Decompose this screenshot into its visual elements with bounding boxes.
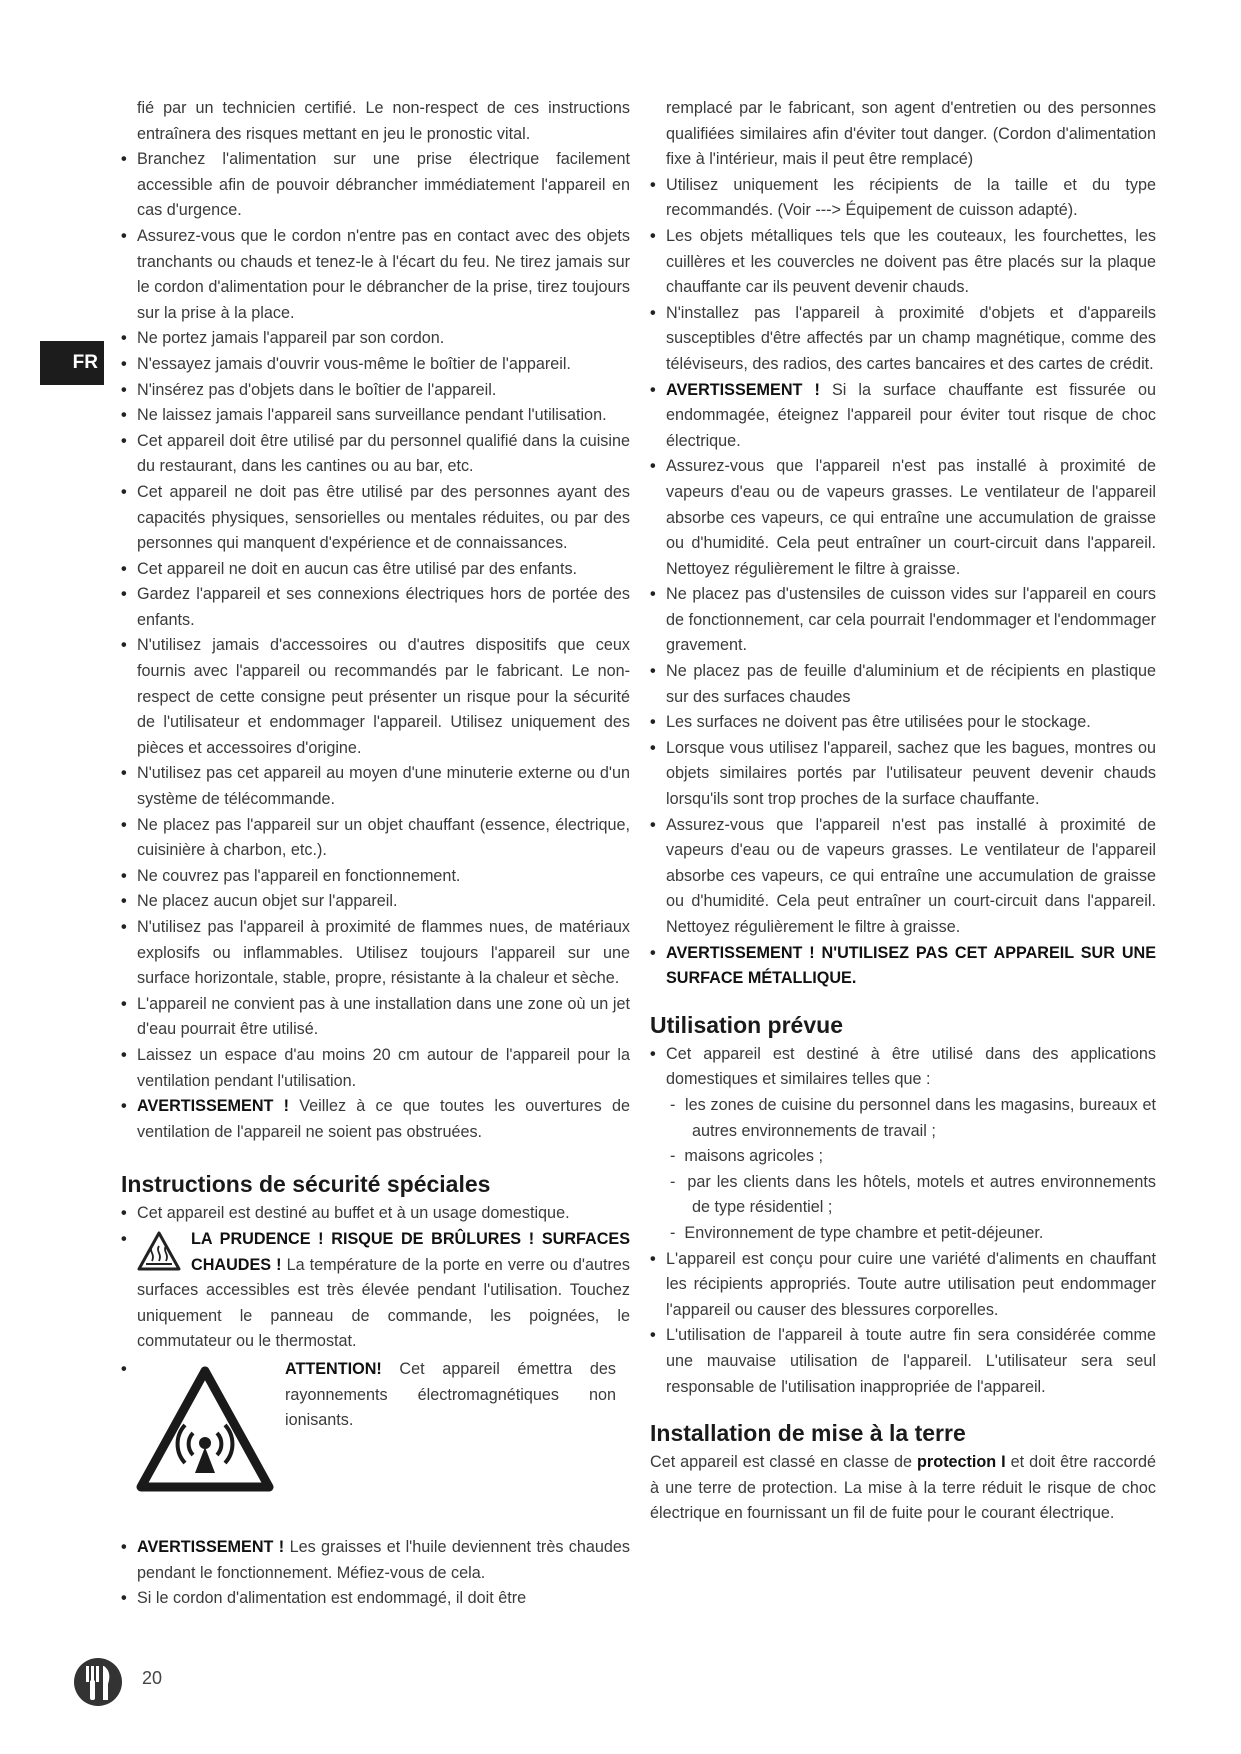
warning-label: AVERTISSEMENT ! — [666, 380, 820, 399]
grounding-text-b: et doit être raccordé à une terre de protection. La mise à la terre réduit le risque de choc électrique en fournissant un fil de fuite pour le courant électrique. — [650, 1453, 1156, 1523]
bullet-item: • Ne placez aucun objet sur l'appareil. — [121, 889, 630, 915]
dash-item-text: par les clients dans les hôtels, motels et autres environnements de type résidentiel ; — [687, 1172, 1156, 1217]
attention-label: ATTENTION! — [285, 1359, 382, 1378]
bullet-item: • Cet appareil est destiné à être utilisé dans des applications domestiques et similaires telles que : — [650, 1042, 1156, 1093]
hot-surface-warning-icon — [137, 1231, 181, 1271]
bullet-item: • N'essayez jamais d'ouvrir vous-même le boîtier de l'appareil. — [121, 352, 630, 378]
bullet-item: • Ne portez jamais l'appareil par son cordon. — [121, 326, 630, 352]
dash-item: - Environnement de type chambre et petit-déjeuner. — [670, 1223, 1044, 1242]
radiation-warning-icon — [135, 1365, 275, 1493]
page-number: 20 — [142, 1668, 163, 1688]
language-tab-fr — [40, 341, 104, 385]
bullet-item: • N'insérez pas d'objets dans le boîtier de l'appareil. — [121, 378, 630, 404]
dash-item-text: les zones de cuisine du personnel dans les magasins, bureaux et autres environnements de travail ; — [685, 1095, 1156, 1140]
protection-class-label: protection I — [917, 1453, 1006, 1472]
cutlery-logo-icon — [72, 1656, 124, 1708]
grounding-paragraph — [650, 1450, 1156, 1527]
warning-text: Veillez à ce que toutes les ouvertures de ventilation de l'appareil ne soient pas obstruées. — [137, 1097, 631, 1141]
dash-item: - par les clients dans les hôtels, motels et autres environnements de type résidentiel ; — [670, 1172, 1156, 1217]
warning-bullet-metal-surface: • AVERTISSEMENT ! N'UTILISEZ PAS CET APPAREIL SUR UNE SURFACE MÉTALLIQUE. — [650, 941, 1156, 992]
bullet-item: • Les objets métalliques tels que les couteaux, les fourchettes, les cuillères et les couvercles ne doivent pas être placés sur la plaque chauffante car ils peuvent devenir chauds. — [650, 224, 1156, 301]
language-tab-label: FR — [72, 352, 98, 373]
bullet-item: • L'utilisation de l'appareil à toute autre fin sera considérée comme une mauvaise utilisation de l'appareil. L'utilisateur sera seul responsable de l'utilisation inappropriée de l'appareil. — [650, 1323, 1156, 1400]
bullet-item: • Assurez-vous que le cordon n'entre pas en contact avec des objets tranchants ou chauds et tenez-le à l'écart du feu. Ne tirez jamais sur le cordon d'alimentation pour le débrancher de la prise, tirez toujours sur la prise à la place. — [121, 224, 630, 326]
warning-text: Les graisses et l'huile deviennent très chaudes pendant le fonctionnement. Méfiez-vous de cela. — [137, 1537, 631, 1582]
left-column — [121, 96, 630, 1612]
warning-text: Si la surface chauffante est fissurée ou endommagée, éteignez l'appareil pour éviter tout risque de choc électrique. — [666, 380, 1157, 450]
bullet-item: • Assurez-vous que l'appareil n'est pas installé à proximité de vapeurs d'eau ou de vapeurs grasses. Le ventilateur de l'appareil absorbe ces vapeurs, ce qui entraîne une accumulation de graisse ou d'humidité. Cela peut entraîner un court-circuit dans l'appareil. Nettoyez régulièrement le filtre à graisse. — [650, 813, 1156, 941]
bullet-item: • Gardez l'appareil et ses connexions électriques hors de portée des enfants. — [121, 582, 630, 633]
radiation-warning-text-block — [285, 1357, 616, 1434]
bullet-item: • Ne laissez jamais l'appareil sans surveillance pendant l'utilisation. — [121, 403, 630, 429]
warning-label: AVERTISSEMENT ! — [137, 1537, 285, 1556]
right-column — [650, 96, 1156, 1527]
bullet-item: • Cet appareil ne doit pas être utilisé par des personnes ayant des capacités physiques, sensorielles ou mentales réduites, ou par des personnes qui manquent d'expérience et de connaissances. — [121, 480, 630, 557]
section-heading-special-safety: Instructions de sécurité spéciales — [121, 1171, 491, 1198]
section-heading-grounding: Installation de mise à la terre — [650, 1420, 966, 1447]
bullet-item: • Ne placez pas de feuille d'aluminium et de récipients en plastique sur des surfaces chaudes — [650, 659, 1156, 710]
warning-bullet — [650, 378, 1156, 455]
bullet-item: • Branchez l'alimentation sur une prise électrique facilement accessible afin de pouvoir débrancher immédiatement l'appareil en cas d'urgence. — [121, 147, 630, 224]
hot-surface-warning — [121, 1227, 630, 1355]
bullet-item: • Assurez-vous que l'appareil n'est pas installé à proximité de vapeurs d'eau ou de vapeurs grasses. Le ventilateur de l'appareil absorbe ces vapeurs, ce qui entraîne une accumulation de graisse ou d'humidité. Cela peut entraîner un court-circuit dans l'appareil. Nettoyez régulièrement le filtre à graisse. — [650, 454, 1156, 582]
warning-bullet — [121, 1094, 630, 1145]
bullet-item: • L'appareil ne convient pas à une installation dans une zone où un jet d'eau pourrait être utilisé. — [121, 992, 630, 1043]
bullet-item: • N'utilisez pas l'appareil à proximité de flammes nues, de matériaux explosifs ou inflammables. Utilisez toujours l'appareil sur une surface horizontale, stable, propre, résistante à la chaleur et sèche. — [121, 915, 630, 992]
bullet-item: • Utilisez uniquement les récipients de la taille et du type recommandés. (Voir ---> Équipement de cuisson adapté). — [650, 173, 1156, 224]
bullet-item: • Ne placez pas d'ustensiles de cuisson vides sur l'appareil en cours de fonctionnement, car cela pourrait l'endommager et l'endommager gravement. — [650, 582, 1156, 659]
bullet-item: • N'installez pas l'appareil à proximité d'objets et d'appareils susceptibles d'être affectés par un champ magnétique, comme des téléviseurs, des radios, des cartes bancaires et des cartes de crédit. — [650, 301, 1156, 378]
bullet-item: • Si le cordon d'alimentation est endommagé, il doit être — [121, 1586, 630, 1612]
bullet-item: • Cet appareil ne doit en aucun cas être utilisé par des enfants. — [121, 557, 630, 583]
bullet-item: • Laissez un espace d'au moins 20 cm autour de l'appareil pour la ventilation pendant l'utilisation. — [121, 1043, 630, 1094]
attention-text: Cet appareil émettra des rayonnements électromagnétiques non ionisants. — [285, 1359, 616, 1430]
bullet-item: • Ne couvrez pas l'appareil en fonctionnement. — [121, 864, 630, 890]
radiation-warning — [121, 1357, 630, 1517]
continued-paragraph: remplacé par le fabricant, son agent d'entretien ou des personnes qualifiées similaires afin d'éviter tout danger. (Cordon d'alimentation fixe à l'intérieur, mais il peut être remplacé) — [666, 99, 1156, 169]
continued-paragraph: fié par un technicien certifié. Le non-respect de ces instructions entraînera des risques mettant en jeu le pronostic vital. — [137, 99, 630, 143]
bullet-item: • Ne placez pas l'appareil sur un objet chauffant (essence, électrique, cuisinière à charbon, etc.). — [121, 813, 630, 864]
warning-bullet — [121, 1535, 630, 1586]
bullet-item: • Cet appareil est destiné au buffet et à un usage domestique. — [121, 1201, 630, 1227]
dash-item-text: Environnement de type chambre et petit-déjeuner. — [684, 1223, 1044, 1242]
dash-item-text: maisons agricoles ; — [684, 1147, 823, 1166]
bullet-item: • Lorsque vous utilisez l'appareil, sachez que les bagues, montres ou objets similaires portés par l'utilisateur peuvent devenir chauds lorsqu'ils sont trop proches de la surface chauffante. — [650, 736, 1156, 813]
caution-label: LA PRUDENCE ! RISQUE DE BRÛLURES ! SURFACES CHAUDES ! — [191, 1229, 630, 1274]
bullet-item: • N'utilisez jamais d'accessoires ou d'autres dispositifs que ceux fournis avec l'appareil ou recommandés par le fabricant. Le non-respect de cette consigne peut présenter un risque pour la sécurité de l'utilisateur et endommager l'appareil. Utilisez uniquement des pièces et accessoires d'origine. — [121, 633, 630, 761]
grounding-text-a: Cet appareil est classé en classe de — [650, 1453, 917, 1472]
bullet-item: • Cet appareil doit être utilisé par du personnel qualifié dans la cuisine du restaurant, dans les cantines ou au bar, etc. — [121, 429, 630, 480]
caution-text: La température de la porte en verre ou d'autres surfaces accessibles est très élevée pendant l'utilisation. Touchez uniquement le panneau de commande, les poignées, le commutateur ou le thermostat. — [137, 1255, 630, 1351]
dash-item: - maisons agricoles ; — [670, 1147, 823, 1166]
warning-label: AVERTISSEMENT ! — [137, 1097, 290, 1116]
bullet-item: • Les surfaces ne doivent pas être utilisées pour le stockage. — [650, 710, 1156, 736]
bullet-item: • L'appareil est conçu pour cuire une variété d'aliments en chauffant les récipients appropriés. Toute autre utilisation peut endommager l'appareil ou causer des blessures corporelles. — [650, 1247, 1156, 1324]
dash-item: - les zones de cuisine du personnel dans les magasins, bureaux et autres environnements de travail ; — [670, 1095, 1156, 1140]
section-heading-intended-use: Utilisation prévue — [650, 1011, 843, 1038]
bullet-item: • N'utilisez pas cet appareil au moyen d'une minuterie externe ou d'un système de télécommande. — [121, 761, 630, 812]
